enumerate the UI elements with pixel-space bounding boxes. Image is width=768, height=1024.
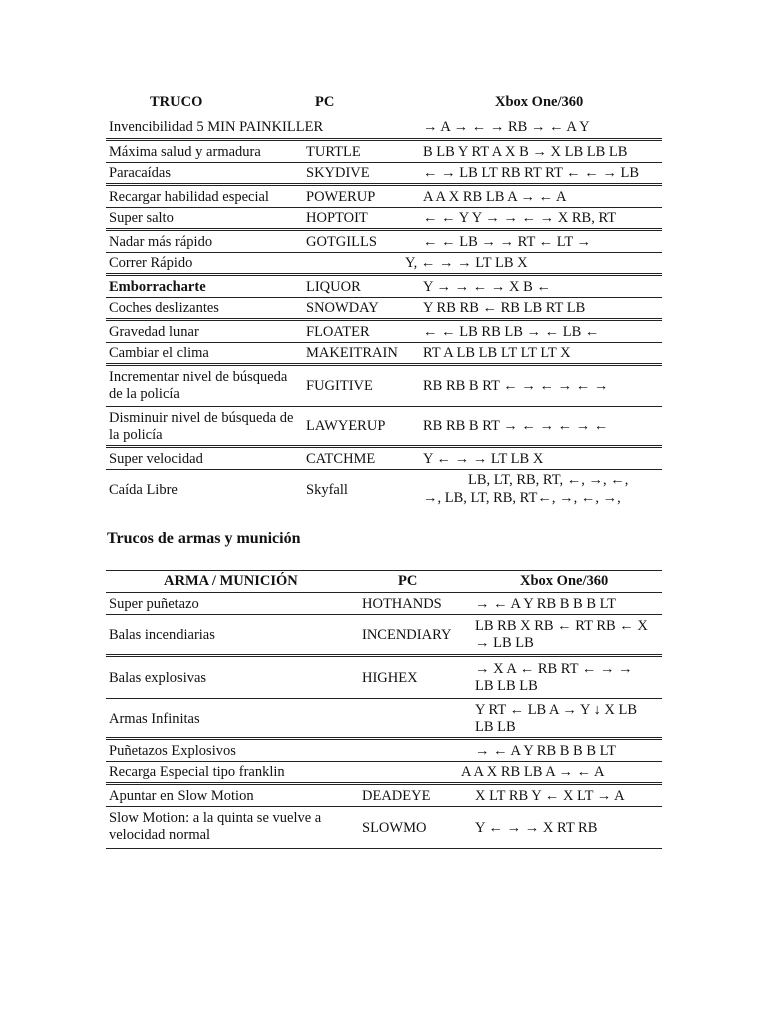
cheat-name: Caída Libre: [109, 482, 178, 498]
header-pc: PC: [398, 573, 418, 589]
table-row: [106, 807, 662, 849]
table-row: [106, 740, 662, 762]
cheat-name: Correr Rápido: [109, 255, 193, 271]
header-xbox: Xbox One/360: [520, 573, 609, 589]
cheat-name: Cambiar el clima: [109, 345, 209, 361]
table-row: [106, 163, 662, 186]
xbox-code: ← ← LB RB LB → ← LB ←: [423, 324, 600, 340]
pc-code: Skyfall: [306, 482, 348, 498]
header-xbox: Xbox One/360: [495, 94, 584, 110]
pc-code: MAKEITRAIN: [306, 345, 398, 361]
weapon-name: Balas incendiarias: [109, 627, 215, 643]
xbox-code: ← ← Y Y → → ← → X RB, RT: [423, 210, 617, 226]
table-row: [106, 321, 662, 343]
table-header: [106, 94, 662, 118]
pc-code: FLOATER: [306, 324, 370, 340]
table-row: [106, 186, 662, 208]
xbox-code: B LB Y RT A X B → X LB LB LB: [423, 144, 628, 160]
table-row: [106, 593, 662, 615]
table-row: [106, 141, 662, 163]
xbox-code: → ← A Y RB B B B LT: [475, 596, 617, 612]
cheat-name: Paracaídas: [109, 165, 171, 181]
table-row: [106, 366, 662, 407]
xbox-code-line2: →, LB, LT, RB, RT←, →, ←, →,: [423, 490, 621, 506]
weapon-name: Recarga Especial tipo franklin: [109, 764, 285, 780]
pc-code: TURTLE: [306, 144, 361, 160]
pc-code: SKYDIVE: [306, 165, 370, 181]
table-row: [106, 343, 662, 366]
table-row: [106, 407, 662, 448]
cheat-name-line2: de la policía: [109, 386, 180, 402]
pc-code: DEADEYE: [362, 788, 431, 804]
pc-code: SNOWDAY: [306, 300, 379, 316]
xbox-code-line1: LB, LT, RB, RT, ←, →, ←,: [468, 472, 629, 488]
weapon-name: Armas Infinitas: [109, 711, 200, 727]
pc-code: LAWYERUP: [306, 418, 386, 434]
xbox-code: A A X RB LB A → ← A: [423, 189, 567, 205]
section-title: Trucos de armas y munición: [107, 530, 301, 547]
cheat-name-line1: Disminuir nivel de búsqueda de: [109, 410, 294, 426]
table-row: [106, 298, 662, 321]
xbox-code: RB RB B RT ← → ← → ← →: [423, 378, 609, 394]
cheat-name: Gravedad lunar: [109, 324, 199, 340]
table-row: [106, 276, 662, 298]
cheat-name: Invencibilidad 5 MIN PAINKILLER: [109, 119, 324, 135]
cheat-name-line1: Incrementar nivel de búsqueda: [109, 369, 288, 385]
cheat-name: Nadar más rápido: [109, 234, 213, 250]
xbox-code: RB RB B RT → ← → ← → ←: [423, 418, 609, 434]
cheat-name: Recargar habilidad especial: [109, 189, 269, 205]
table-row: [106, 118, 662, 141]
pc-code: INCENDIARY: [362, 627, 452, 643]
xbox-code-line2: LB LB: [475, 719, 516, 735]
xbox-code: Y RB RB ← RB LB RT LB: [423, 300, 586, 316]
table-row: [106, 615, 662, 657]
cheat-name: Super velocidad: [109, 451, 203, 467]
cheat-name-line2: la policía: [109, 427, 163, 443]
pc-code: HIGHEX: [362, 670, 418, 686]
xbox-code: ← ← LB → → RT ← LT →: [423, 234, 592, 250]
table-header: [106, 571, 662, 593]
table-row: [106, 762, 662, 785]
pc-code: HOPTOIT: [306, 210, 368, 226]
cheat-name: Super salto: [109, 210, 174, 226]
pc-code: SLOWMO: [362, 820, 427, 836]
xbox-code-line2: → LB LB: [475, 635, 534, 651]
cheats-table: [106, 94, 662, 510]
table-row: [106, 470, 662, 510]
xbox-code-line1: LB RB X RB ← RT RB ← X: [475, 618, 648, 634]
xbox-code: X LT RB Y ← X LT → A: [475, 788, 625, 804]
xbox-code-line1: Y RT ← LB A → Y ↓ X LB: [475, 702, 637, 718]
xbox-code: Y → → ← → X B ←: [423, 279, 551, 295]
cheat-name: Máxima salud y armadura: [109, 144, 261, 160]
weapon-name: Balas explosivas: [109, 670, 207, 686]
xbox-code: Y, ← → → LT LB X: [405, 255, 528, 271]
table-row: [106, 208, 662, 231]
xbox-code-line1: → X A ← RB RT ← → →: [475, 661, 633, 677]
cheat-name: Coches deslizantes: [109, 300, 219, 316]
pc-code: GOTGILLS: [306, 234, 377, 250]
xbox-code: → A → ← → RB → ← A Y: [423, 119, 590, 135]
table-row: [106, 253, 662, 276]
header-arma: ARMA / MUNICIÓN: [164, 573, 298, 589]
pc-code: CATCHME: [306, 451, 376, 467]
pc-code: POWERUP: [306, 189, 376, 205]
xbox-code: RT A LB LB LT LT LT X: [423, 345, 571, 361]
xbox-code: Y ← → → X RT RB: [475, 820, 598, 836]
header-pc: PC: [315, 94, 335, 110]
weapon-name: Puñetazos Explosivos: [109, 743, 236, 759]
pc-code: FUGITIVE: [306, 378, 373, 394]
table-row: [106, 785, 662, 807]
table-row: [106, 657, 662, 699]
pc-code: HOTHANDS: [362, 596, 442, 612]
weapon-name-line2: velocidad normal: [109, 827, 211, 843]
cheat-name: Emborracharte: [109, 279, 206, 295]
table-row: [106, 448, 662, 470]
weapon-name: Apuntar en Slow Motion: [109, 788, 254, 804]
xbox-code: ← → LB LT RB RT RT ← ← → LB: [423, 165, 640, 181]
xbox-code-line2: LB LB LB: [475, 678, 538, 694]
table-row: [106, 231, 662, 253]
weapon-name-line1: Slow Motion: a la quinta se vuelve a: [109, 810, 322, 826]
weapons-table: [106, 570, 662, 849]
xbox-code: A A X RB LB A → ← A: [461, 764, 605, 780]
table-row: [106, 699, 662, 740]
xbox-code: → ← A Y RB B B B LT: [475, 743, 617, 759]
header-truco: TRUCO: [150, 94, 203, 110]
pc-code: LIQUOR: [306, 279, 361, 295]
xbox-code: Y ← → → LT LB X: [423, 451, 544, 467]
weapon-name: Super puñetazo: [109, 596, 199, 612]
